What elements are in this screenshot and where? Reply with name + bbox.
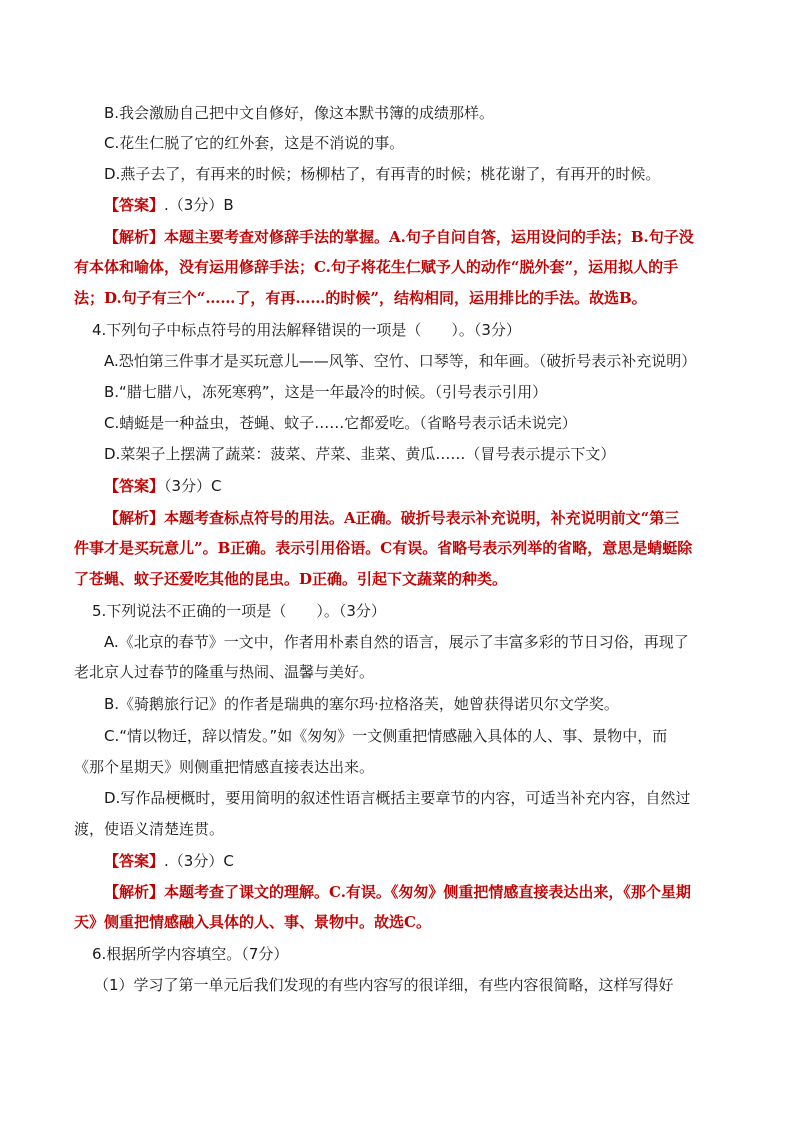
q3-answer	[104, 195, 234, 215]
q3-option-d: D.燕子去了，有再来的时候；杨柳枯了，有再青的时候；桃花谢了，有再开的时候。	[104, 165, 661, 183]
explain-tag: 【解析】	[104, 228, 165, 246]
q5-option-d-line-2: 渡，使语义清楚连贯。	[74, 820, 225, 838]
q5-explain-line-2: 天》侧重把情感融入具体的人、事、景物中。故选C。	[74, 913, 431, 931]
q4-explain-line-1: 【解析】本题考查标点符号的用法。A正确。破折号表示补充说明，补充说明前文“第三	[104, 509, 680, 527]
answer-tag: 【答案】	[104, 852, 165, 870]
q5-option-c-line-1: C.“情以物迁，辞以情发。”如《匆匆》一文侧重把情感融入具体的人、事、景物中，而	[104, 727, 668, 745]
answer-text: （3分）C	[164, 477, 222, 495]
q4-option-b: B.“腊七腊八，冻死寒鸦”，这是一年最冷的时候。（引号表示引用）	[104, 383, 548, 401]
explain-tag: 【解析】	[104, 883, 165, 901]
q3-explain-line-2: 有本体和喻体，没有运用修辞手法；C.句子将花生仁赋予人的动作“脱外套”，运用拟人的手	[74, 258, 679, 276]
q3-option-c: C.花生仁脱了它的红外套，这是不消说的事。	[104, 134, 405, 152]
q4-option-c: C.蜻蜓是一种益虫，苍蝇、蚊子……它都爱吃。（省略号表示话未说完）	[104, 414, 577, 432]
answer-tag: 【答案】	[104, 196, 165, 214]
q6-stem: 6.根据所学内容填空。（7分）	[92, 945, 289, 963]
q3-explain-line-3: 法；D.句子有三个“……了，有再……的时候”，结构相同，运用排比的手法。故选B。	[74, 289, 647, 307]
answer-text: .（3分）B	[164, 196, 234, 214]
q4-explain-line-3: 了苍蝇、蚊子还爱吃其他的昆虫。D正确。引起下文蔬菜的种类。	[74, 570, 508, 588]
q4-answer	[104, 476, 222, 496]
q3-explain-line-1: 【解析】本题主要考查对修辞手法的掌握。A.句子自问自答，运用设问的手法；B.句子没	[104, 228, 694, 246]
q4-explain-line-2: 件事才是买玩意儿”。B正确。表示引用俗语。C有误。省略号表示列举的省略，意思是蜻蜓除	[74, 539, 693, 557]
q5-option-c-line-2: 《那个星期天》则侧重把情感直接表达出来。	[74, 758, 375, 776]
q4-stem: 4.下列句子中标点符号的用法解释错误的一项是（ ）。（3分）	[92, 321, 521, 339]
answer-text: .（3分）C	[164, 852, 234, 870]
q4-option-a: A.恐怕第三件事才是买玩意儿——风筝、空竹、口琴等，和年画。（破折号表示补充说明）	[104, 352, 697, 370]
answer-tag: 【答案】	[104, 477, 165, 495]
q5-option-a-line-1: A.《北京的春节》一文中，作者用朴素自然的语言，展示了丰富多彩的节日习俗，再现了	[104, 633, 689, 651]
q4-option-d: D.菜架子上摆满了蔬菜：菠菜、芹菜、韭菜、黄瓜……（冒号表示提示下文）	[104, 445, 616, 463]
q5-explain-line-1: 【解析】本题考查了课文的理解。C.有误。《匆匆》侧重把情感直接表达出来，《那个星期	[104, 883, 691, 901]
explain-tag: 【解析】	[104, 509, 165, 527]
q3-option-b: B.我会激励自己把中文自修好，像这本默书簿的成绩那样。	[104, 104, 495, 122]
q5-answer	[104, 851, 234, 871]
q5-option-b: B.《骑鹅旅行记》的作者是瑞典的塞尔玛·拉格洛芙，她曾获得诺贝尔文学奖。	[104, 695, 619, 713]
q5-stem: 5.下列说法不正确的一项是（ ）。（3分）	[92, 602, 386, 620]
q6-sub-question-1: （1）学习了第一单元后我们发现的有些内容写的很详细，有些内容很简略，这样写得好	[94, 976, 674, 994]
q5-option-d-line-1: D.写作品梗概时，要用简明的叙述性语言概括主要章节的内容，可适当补充内容，自然过	[104, 789, 691, 807]
q5-option-a-line-2: 老北京人过春节的隆重与热闹、温馨与美好。	[74, 663, 375, 681]
